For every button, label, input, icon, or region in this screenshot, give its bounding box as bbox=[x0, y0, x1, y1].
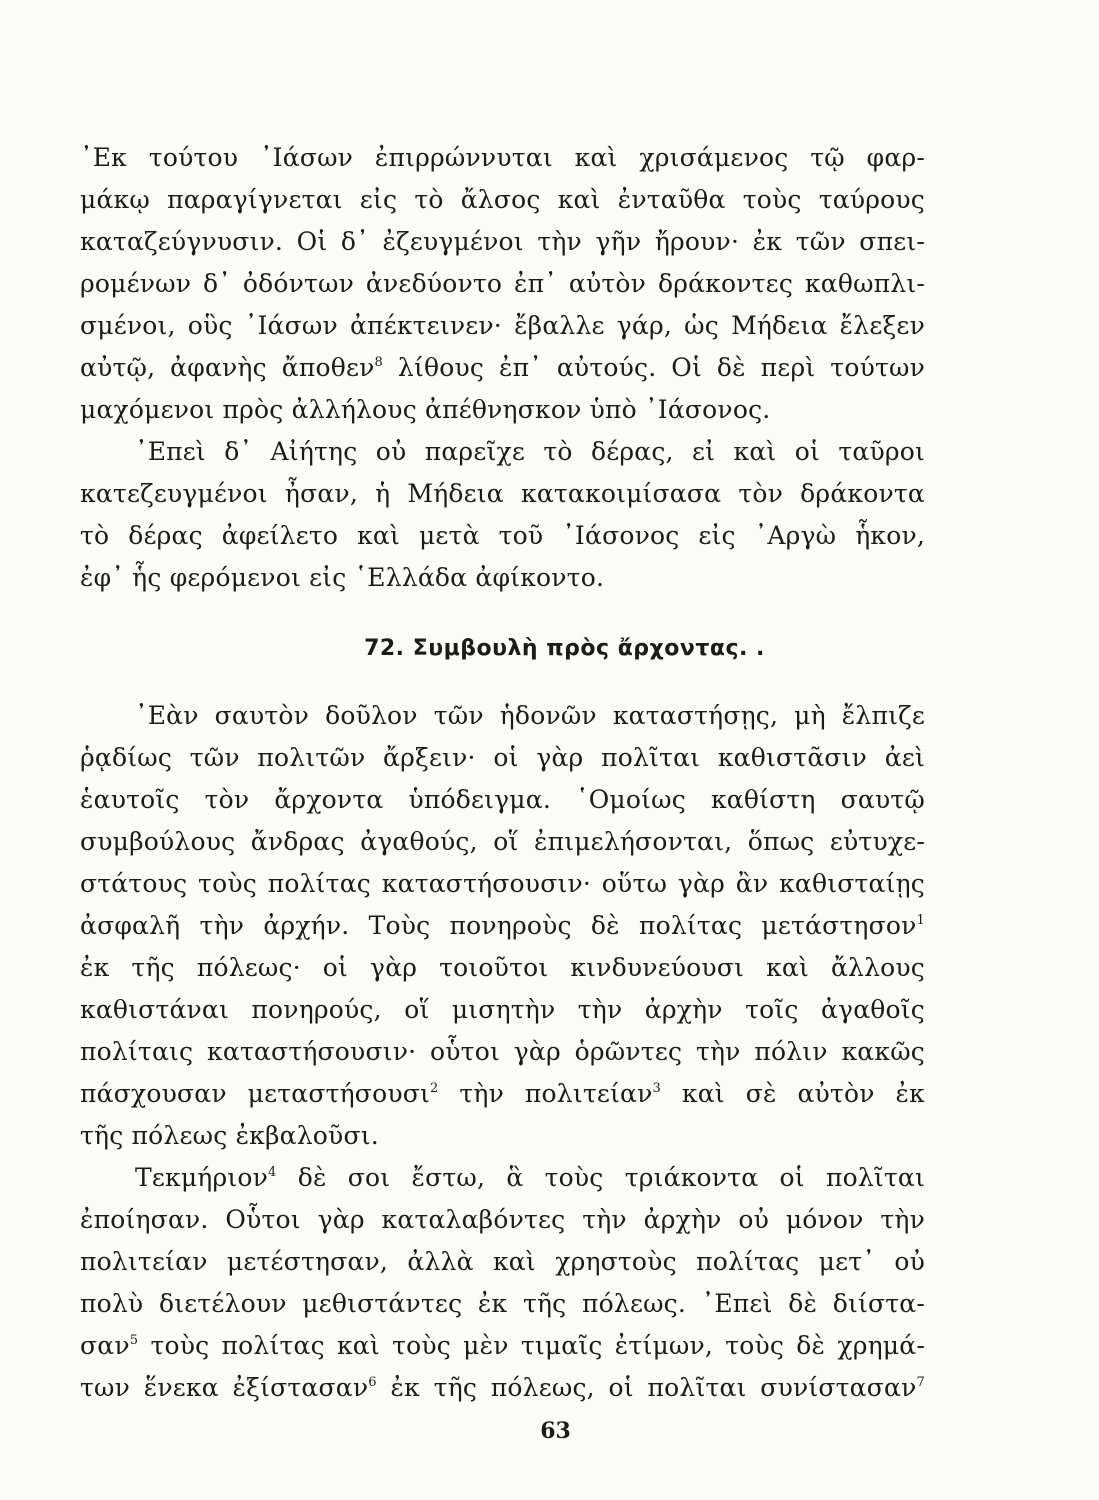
text-fragment: τὴν πολιτείαν bbox=[459, 1079, 653, 1108]
text-line: στάτους τοὺς πολίτας καταστήσουσιν· οὕτω γὰρ ἂν καθισταίῃς bbox=[80, 869, 925, 898]
text-line: ἐφ᾿ ἧς φερόμενοι εἰς ῾Ελλάδα ἀφίκοντο. bbox=[80, 563, 605, 592]
text-line: συμβούλους ἄνδρας ἀγαθούς, οἵ ἐπιμελήσονται, ὅπως εὐτυχε- bbox=[80, 827, 925, 856]
page-number: 63 bbox=[540, 1418, 571, 1444]
text-line: ᾿Εὰν σαυτὸν δοῦλον τῶν ἡδονῶν καταστήσῃς, μὴ ἔλπιζε bbox=[135, 701, 925, 730]
footnote-mark: 3 bbox=[652, 1081, 661, 1096]
text-line: ρομένων δ᾿ ὀδόντων ἀνεδύοντο ἐπ᾿ αὐτὸν δράκοντες καθωπλι- bbox=[80, 269, 925, 298]
text-line: ῥᾳδίως τῶν πολιτῶν ἄρξειν· οἱ γὰρ πολῖται καθιστᾶσιν ἀεὶ bbox=[80, 743, 925, 772]
text-line bbox=[80, 1367, 925, 1409]
footnote-mark: 2 bbox=[430, 1081, 439, 1096]
text-fragment: των ἕνεκα ἐξίστασαν bbox=[80, 1373, 369, 1402]
text-line: πολιτείαν μετέστησαν, ἀλλὰ καὶ χρηστοὺς πολίτας μετ᾿ οὐ bbox=[80, 1247, 925, 1276]
text-fragment: λίθους ἐπ᾿ αὐτούς. Οἱ δὲ περὶ τούτων bbox=[397, 353, 925, 382]
paragraph-section-72 bbox=[80, 695, 925, 1409]
footnote-mark: 6 bbox=[368, 1375, 377, 1390]
footnote-mark: 8 bbox=[374, 355, 383, 370]
text-fragment: σαν bbox=[80, 1331, 130, 1360]
text-line: μαχόμενοι πρὸς ἀλλήλους ἀπέθνησκον ὑπὸ ᾿Ιάσονος. bbox=[80, 395, 771, 424]
footnote-mark: 1 bbox=[916, 913, 925, 928]
text-line: ᾿Εκ τούτου ᾿Ιάσων ἐπιρρώννυται καὶ χρισάμενος τῷ φαρ- bbox=[80, 143, 925, 172]
text-line bbox=[80, 1325, 925, 1367]
text-fragment: δὲ σοι ἔστω, ἃ τοὺς τριάκοντα οἱ πολῖται bbox=[297, 1163, 925, 1192]
text-line bbox=[80, 1157, 925, 1199]
text-fragment: αὐτῷ, ἀφανὴς ἄποθεν bbox=[80, 353, 375, 382]
text-line: πολὺ διετέλουν μεθιστάντες ἐκ τῆς πόλεως. ᾿Επεὶ δὲ διίστα- bbox=[80, 1289, 925, 1318]
text-line: σμένοι, οὓς ᾿Ιάσων ἀπέκτεινεν· ἔβαλλε γάρ, ὡς Μήδεια ἔλεξεν bbox=[80, 311, 925, 340]
footnote-mark: 5 bbox=[129, 1333, 139, 1348]
text-fragment: ἐκ τῆς πόλεως, οἱ πολῖται συνίστασαν bbox=[390, 1373, 917, 1402]
text-line: τῆς πόλεως ἐκβαλοῦσι. bbox=[80, 1121, 379, 1150]
section-heading: 72. Συμβουλὴ πρὸς ἄρχοντας. . bbox=[364, 636, 765, 661]
text-line: τὸ δέρας ἀφείλετο καὶ μετὰ τοῦ ᾿Ιάσονος εἰς ᾿Αργὼ ἧκον, bbox=[80, 521, 925, 550]
text-line bbox=[80, 1073, 925, 1115]
text-line: ἐποίησαν. Οὗτοι γὰρ καταλαβόντες τὴν ἀρχὴν οὐ μόνον τὴν bbox=[80, 1205, 925, 1234]
text-line: ᾿Επεὶ δ᾿ Αἰήτης οὐ παρεῖχε τὸ δέρας, εἰ καὶ οἱ ταῦροι bbox=[135, 437, 925, 466]
text-fragment: πάσχουσαν μεταστήσουσι bbox=[80, 1079, 430, 1108]
text-fragment: ἀσφαλῆ τὴν ἀρχήν. Τοὺς πονηροὺς δὲ πολίτας μετάστησον bbox=[80, 911, 917, 940]
text-line: κατεζευγμένοι ἦσαν, ἡ Μήδεια κατακοιμίσασα τὸν δράκοντα bbox=[80, 479, 925, 508]
text-line: ἐκ τῆς πόλεως· οἱ γὰρ τοιοῦτοι κινδυνεύουσι καὶ ἄλλους bbox=[80, 953, 925, 982]
text-line bbox=[80, 905, 925, 947]
text-line: καταζεύγνυσιν. Οἱ δ᾿ ἐζευγμένοι τὴν γῆν ἤρουν· ἐκ τῶν σπει- bbox=[80, 227, 925, 256]
text-line: καθιστάναι πονηρούς, οἵ μισητὴν τὴν ἀρχὴν τοῖς ἀγαθοῖς bbox=[80, 995, 925, 1024]
text-line bbox=[80, 347, 925, 389]
text-fragment: Τεκμήριον bbox=[135, 1163, 269, 1192]
footnote-mark: 4 bbox=[268, 1165, 277, 1180]
text-fragment: τοὺς πολίτας καὶ τοὺς μὲν τιμαῖς ἐτίμων, τοὺς δὲ χρημά- bbox=[150, 1331, 925, 1360]
text-fragment: καὶ σὲ αὐτὸν ἐκ bbox=[681, 1079, 925, 1108]
text-line: πολίταις καταστήσουσιν· οὗτοι γὰρ ὁρῶντες τὴν πόλιν κακῶς bbox=[80, 1037, 925, 1066]
text-line: μάκῳ παραγίγνεται εἰς τὸ ἄλσος καὶ ἐνταῦθα τοὺς ταύρους bbox=[80, 185, 925, 214]
text-line: ἑαυτοῖς τὸν ἄρχοντα ὑπόδειγμα. ῾Ομοίως καθίστη σαυτῷ bbox=[80, 785, 925, 814]
footnote-mark: 7 bbox=[916, 1375, 925, 1390]
paragraph-section-71 bbox=[80, 137, 925, 599]
